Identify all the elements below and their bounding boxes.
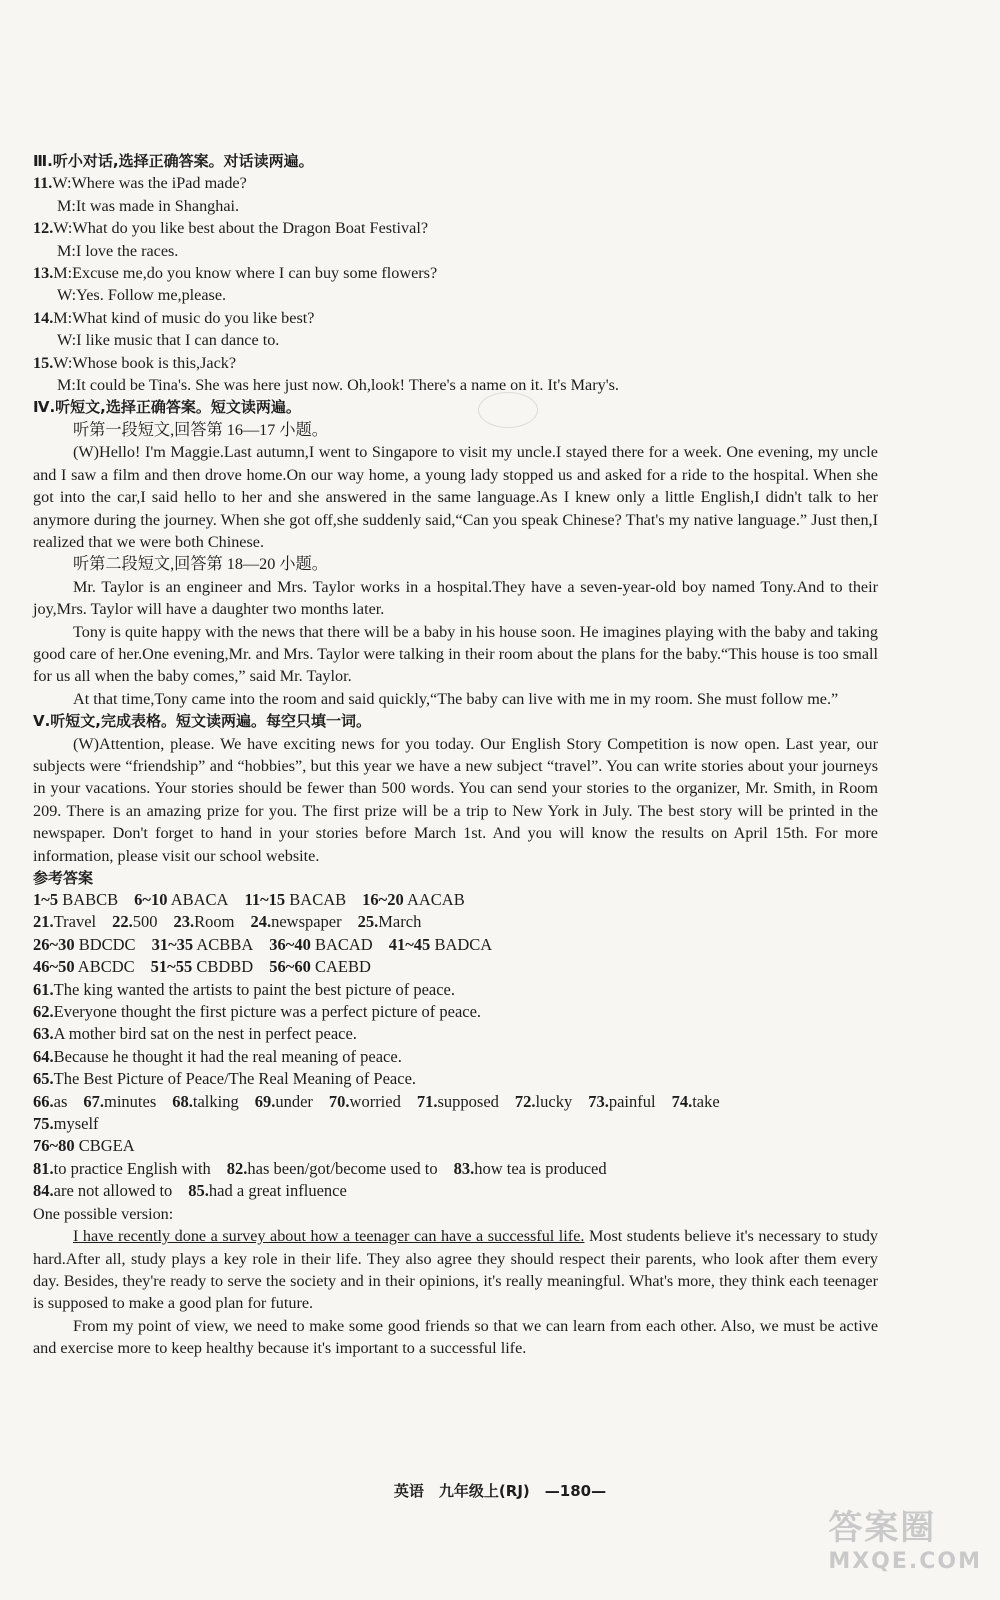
answer-item: [269, 935, 372, 954]
dialogue-number: 13.: [33, 264, 54, 283]
answer-value: AACAB: [403, 890, 465, 909]
dialogue-15-line-1: [33, 352, 878, 374]
answer-number: 61.: [33, 979, 54, 999]
answer-item: [33, 980, 455, 999]
answer-value: has been/got/become used to: [247, 1158, 438, 1178]
answer-value: CAEBD: [310, 957, 371, 977]
answer-number: 65.: [33, 1069, 54, 1089]
section-5-heading: Ⅴ.听短文,完成表格。短文读两遍。每空只填一词。: [33, 712, 372, 731]
answer-value: The Best Picture of Peace/The Real Meaning of Peace.: [53, 1069, 417, 1089]
answer-number: 64.: [33, 1046, 54, 1066]
answer-value: are not allowed to: [53, 1181, 173, 1201]
answer-number: 36~40: [269, 934, 311, 954]
answer-value: BADCA: [430, 934, 493, 954]
dialogue-text: W:What do you like best about the Dragon Boat Festival?: [53, 219, 429, 238]
answer-number: 69.: [254, 1091, 276, 1111]
answer-value: under: [275, 1091, 313, 1111]
answer-number: 82.: [226, 1158, 248, 1178]
dialogue-13-line-1: [33, 262, 878, 284]
answer-number: 11~15: [244, 890, 286, 909]
answer-item: [33, 1002, 481, 1021]
dialogue-12-line-1: [33, 217, 878, 239]
answer-item: [33, 1136, 135, 1155]
answer-value: CBGEA: [74, 1136, 135, 1156]
answer-value: ABACA: [167, 890, 229, 909]
answer-number: 31~35: [151, 934, 194, 954]
dialogue-text: M:What kind of music do you like best?: [53, 308, 315, 327]
dialogue-11-line-1: [33, 172, 878, 194]
answers-row-84: [33, 1180, 878, 1202]
answer-item: [329, 1092, 401, 1111]
answer-item: [33, 1181, 172, 1200]
section-4-passage-1: (W)Hello! I'm Maggie.Last autumn,I went to Singapore to visit my uncle.I stayed there for a week. One evening, my uncle and I saw a film and then drove home.On our way home, a young lady stopped us and asked for a ride to the hospital. When she got into the car,I said hello to her and she answered in the same language.As I knew only a little English,I didn't talk to her anymore during the journey. When she got off,she suddenly said,“Can you speak Chinese? That's my native language.” Just then,I realized that we were both Chinese.: [33, 443, 878, 551]
dialogue-number: 15.: [33, 353, 54, 372]
answers-row-1: [33, 889, 878, 911]
document-page: [33, 150, 878, 1360]
watermark-logo: [828, 1500, 982, 1574]
answer-value: supposed: [437, 1091, 499, 1111]
dialogue-number: 12.: [33, 219, 54, 238]
answer-value: newspaper: [271, 912, 342, 932]
answer-number: 76~80: [33, 1136, 75, 1156]
section-4-sub2: 听第二段短文,回答第 18—20 小题。: [73, 555, 328, 574]
answer-number: 23.: [173, 912, 195, 932]
answer-item: [672, 1092, 720, 1111]
answer-64: [33, 1046, 878, 1068]
answer-value: ABCDC: [74, 957, 135, 977]
answer-item: [33, 890, 118, 909]
dialogue-11-line-2: M:It was made in Shanghai.: [57, 196, 240, 215]
section-3-dialogues: [33, 172, 878, 396]
version-label: One possible version:: [33, 1204, 174, 1223]
answer-value: Room: [194, 912, 235, 932]
answer-item: [188, 1181, 347, 1200]
dialogue-14-line-2: W:I like music that I can dance to.: [57, 331, 280, 350]
answer-value: myself: [53, 1114, 99, 1134]
answer-item: [358, 912, 422, 931]
answer-65: [33, 1068, 878, 1090]
answer-number: 21.: [33, 912, 54, 932]
answer-number: 25.: [357, 912, 379, 932]
answer-number: 62.: [33, 1002, 54, 1022]
answer-item: [269, 957, 371, 976]
answer-item: [389, 935, 492, 954]
answers-row-81: [33, 1158, 878, 1180]
section-4-sub1: 听第一段短文,回答第 16—17 小题。: [73, 420, 328, 439]
answer-item: [172, 1092, 238, 1111]
answer-item: [173, 912, 234, 931]
dialogue-14-line-1: [33, 307, 878, 329]
answers-row-76: [33, 1135, 878, 1157]
answer-value: ACBBA: [193, 934, 254, 954]
answer-number: 68.: [172, 1091, 193, 1111]
answer-item: [33, 1159, 211, 1178]
answer-number: 67.: [83, 1091, 104, 1111]
section-3-heading: Ⅲ.听小对话,选择正确答案。对话读两遍。: [33, 152, 314, 170]
answer-item: [244, 890, 346, 909]
answer-item: [33, 1069, 416, 1088]
section-5-passage: (W)Attention, please. We have exciting news for you today. Our English Story Competition is now open. Last year, our subjects were “friendship” and “hobbies”, but this year we have a new subject “travel”. You can write stories about your journeys in your vacations. Your stories should be fewer than 500 words. You can send your stories to the organizer, Mr. Smith, in Room 209. There is an amazing prize for you. The first prize will be a trip to New York in July. The best story will be printed in the newspaper. Don't forget to hand in your stories before March 1st. And you will know the results on April 15th. For more information, please visit our school website.: [33, 734, 878, 865]
answer-value: minutes: [104, 1091, 157, 1111]
answer-value: painful: [608, 1091, 656, 1111]
answer-number: 71.: [416, 1091, 438, 1111]
answer-number: 46~50: [33, 957, 75, 977]
answer-number: 83.: [453, 1158, 475, 1178]
dialogue-text: W:Where was the iPad made?: [52, 174, 247, 193]
dialogue-number: 14.: [33, 308, 54, 327]
answer-number: 22.: [112, 912, 133, 932]
answer-item: [33, 1024, 357, 1043]
answers-row-2: [33, 911, 878, 933]
answer-item: [151, 957, 254, 976]
answer-item: [33, 1047, 402, 1066]
answer-value: A mother bird sat on the nest in perfect peace.: [53, 1024, 357, 1044]
answer-value: BACAB: [285, 890, 347, 909]
answer-value: March: [378, 912, 422, 932]
answer-62: [33, 1001, 878, 1023]
answer-number: 56~60: [269, 957, 311, 977]
answer-value: BACAD: [310, 934, 373, 954]
answer-value: Because he thought it had the real meaning of peace.: [53, 1046, 402, 1066]
answer-value: as: [53, 1091, 68, 1111]
answer-number: 1~5: [33, 890, 59, 909]
answer-number: 70.: [328, 1091, 350, 1111]
page-footer: 英语 九年级上(RJ) —180—: [393, 1482, 607, 1500]
answer-63: [33, 1023, 878, 1045]
answer-item: [362, 890, 465, 909]
answer-value: BDCDC: [74, 934, 136, 954]
answer-value: how tea is produced: [474, 1158, 607, 1178]
dialogue-number: 11.: [33, 174, 53, 193]
answer-item: [515, 1092, 572, 1111]
answer-number: 26~30: [33, 934, 75, 954]
answer-number: 81.: [33, 1158, 54, 1178]
answer-item: [112, 912, 157, 931]
answer-value: worried: [349, 1091, 401, 1111]
answer-item: [83, 1092, 156, 1111]
essay-paragraph-2: From my point of view, we need to make some good friends so that we can learn from each other. Also, we must be active and exercise more to keep healthy because it's important to a successful life.: [33, 1316, 878, 1358]
answer-value: The king wanted the artists to paint the best picture of peace.: [53, 979, 455, 999]
answer-number: 6~10: [134, 890, 168, 909]
answer-value: 500: [132, 912, 158, 932]
answer-number: 16~20: [362, 890, 404, 909]
answer-number: 75.: [33, 1114, 54, 1134]
answer-item: [588, 1092, 655, 1111]
answer-value: take: [692, 1091, 720, 1111]
section-4-passage-4: At that time,Tony came into the room and said quickly,“The baby can live with me in my room. She must follow me.”: [73, 689, 839, 708]
section-4-passage-3: Tony is quite happy with the news that there will be a baby in his house soon. He imagines playing with the baby and taking good care of her.One evening,Mr. and Mrs. Taylor were talking in their room about the plans for the baby.“This house is too small for us all when the baby comes,” said Mr. Taylor.: [33, 622, 878, 686]
answer-value: Everyone thought the first picture was a perfect picture of peace.: [53, 1002, 482, 1022]
answer-value: Travel: [53, 912, 97, 932]
answer-number: 66.: [33, 1091, 54, 1111]
section-4-heading: Ⅳ.听短文,选择正确答案。短文读两遍。: [33, 398, 301, 417]
answers-row-3: [33, 934, 878, 956]
answer-value: lucky: [535, 1091, 573, 1111]
dialogue-text: M:Excuse me,do you know where I can buy some flowers?: [53, 264, 438, 283]
answer-value: had a great influence: [208, 1181, 347, 1201]
answer-number: 63.: [33, 1024, 54, 1044]
answer-value: talking: [192, 1091, 239, 1111]
answer-number: 84.: [33, 1181, 54, 1201]
answer-item: [33, 935, 136, 954]
answers-row-66: [33, 1091, 878, 1113]
answer-item: [33, 912, 96, 931]
answer-item: [134, 890, 228, 909]
essay-paragraph-1-rest: Most students believe it's necessary to study hard.After all, study plays a key role in their life. They also agree they should respect their parents, who look after them every day. Besides, they're ready to serve the society and in their opinions, it's really meaningful. What's more, they think each teenager is supposed to make a good plan for future.: [33, 1227, 878, 1313]
answer-item: [33, 957, 135, 976]
answer-item: [152, 935, 254, 954]
dialogue-15-line-2: M:It could be Tina's. She was here just now. Oh,look! There's a name on it. It's Mary's.: [57, 376, 619, 395]
answer-number: 73.: [588, 1091, 609, 1111]
answer-item: [250, 912, 341, 931]
answer-value: CBDBD: [192, 957, 254, 977]
answer-number: 72.: [514, 1091, 536, 1111]
answer-item: [255, 1092, 313, 1111]
watermark-url: MXQE.COM: [828, 1549, 982, 1574]
essay-paragraph-1: [33, 1225, 878, 1315]
answer-number: 51~55: [150, 957, 193, 977]
answer-61: [33, 979, 878, 1001]
watermark-text: 答案圈: [828, 1508, 937, 1548]
answer-value: to practice English with: [53, 1158, 211, 1178]
answer-item: [227, 1159, 438, 1178]
answers-title: 参考答案: [33, 869, 94, 887]
answer-number: 41~45: [388, 934, 431, 954]
dialogue-text: W:Whose book is this,Jack?: [53, 353, 237, 372]
answers-row-4: [33, 956, 878, 978]
answers-row-75: [33, 1113, 878, 1135]
answer-number: 74.: [671, 1091, 693, 1111]
answer-number: 85.: [188, 1181, 209, 1201]
answer-number: 24.: [250, 912, 272, 932]
dialogue-12-line-2: M:I love the races.: [57, 241, 179, 260]
dialogue-13-line-2: W:Yes. Follow me,please.: [57, 286, 227, 305]
answer-item: [33, 1114, 99, 1133]
answer-item: [454, 1159, 607, 1178]
answer-item: [417, 1092, 499, 1111]
essay-topic-sentence: I have recently done a survey about how a teenager can have a successful life.: [73, 1227, 585, 1246]
answer-value: BABCB: [58, 890, 119, 909]
section-4-passage-2: Mr. Taylor is an engineer and Mrs. Taylor works in a hospital.They have a seven-year-old boy named Tony.And to their joy,Mrs. Taylor will have a daughter two months later.: [33, 577, 878, 619]
answer-item: [33, 1092, 67, 1111]
